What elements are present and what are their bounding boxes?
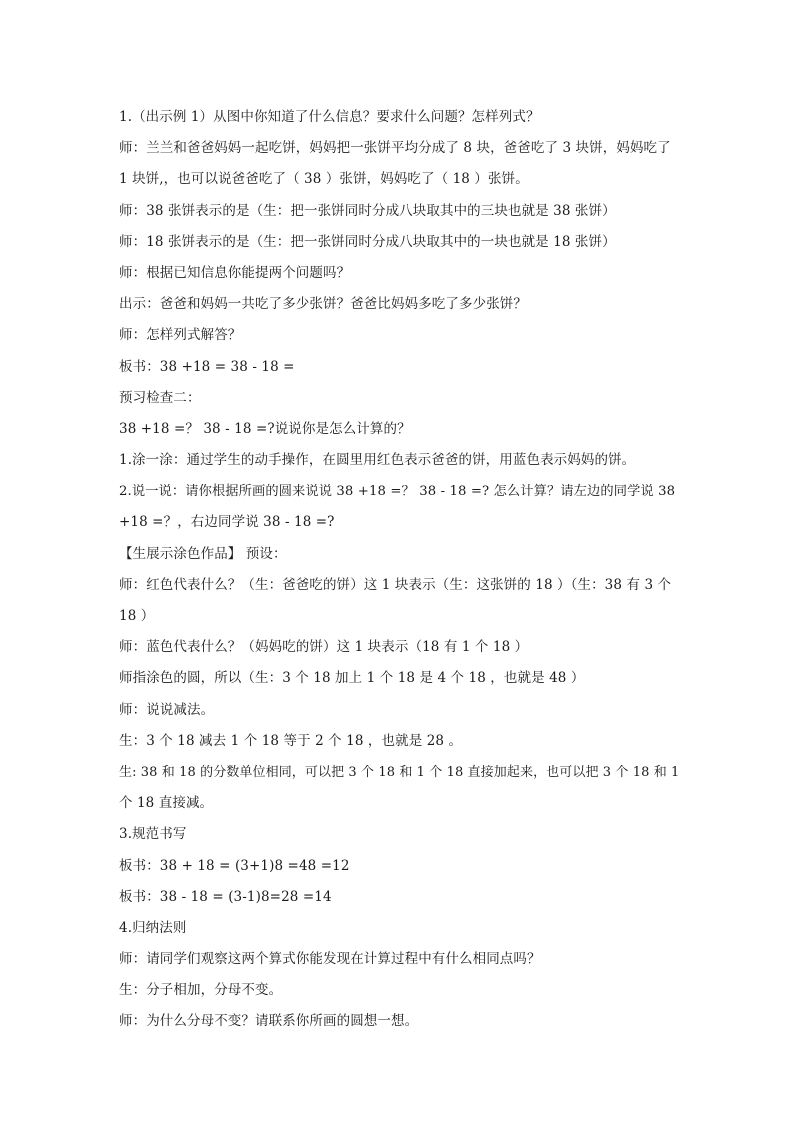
text-line-22: 生: 38 和 18 的分数单位相同，可以把 3 个 18 和 1 个 18 直接加起来，也可以把 3 个 18 和 1 xyxy=(119,764,680,780)
text-line-9: 板书：38 +18 = 38 - 18 = xyxy=(119,358,295,375)
text-line-20: 师：说说减法。 xyxy=(119,701,215,718)
text-line-7: 出示：爸爸和妈妈一共吃了多少张饼？爸爸比妈妈多吃了多少张饼？ xyxy=(119,296,527,313)
text-line-3: 1 块饼,，也可以说爸爸吃了（ 38 ）张饼，妈妈吃了（ 18 ）张饼。 xyxy=(119,171,529,188)
text-line-15: 【生展示涂色作品】 预设： xyxy=(119,545,287,562)
text-line-24: 3.规范书写 xyxy=(119,826,187,843)
text-line-26: 板书：38 - 18 = (3-1)8=28 =14 xyxy=(119,888,332,905)
text-line-5: 师：18 张饼表示的是（生：把一张饼同时分成八块取其中的一块也就是 18 张饼） xyxy=(119,233,616,250)
text-line-11: 38 +18 =？ 38 - 18 =?说说你是怎么计算的？ xyxy=(119,420,411,437)
text-line-30: 师：为什么分母不变？请联系你所画的圆想一想。 xyxy=(119,1013,419,1030)
text-line-6: 师：根据已知信息你能提两个问题吗？ xyxy=(119,264,351,281)
text-line-25: 板书：38 + 18 = (3+1)8 =48 =12 xyxy=(119,857,350,874)
text-line-2: 师：兰兰和爸爸妈妈一起吃饼，妈妈把一张饼平均分成了 8 块，爸爸吃了 3 块饼，妈妈吃了 xyxy=(119,140,671,157)
text-line-10: 预习检查二： xyxy=(119,389,201,406)
text-line-29: 生：分子相加，分母不变。 xyxy=(119,982,283,999)
text-line-8: 师：怎样列式解答？ xyxy=(119,327,242,344)
text-line-21: 生：3 个 18 减去 1 个 18 等于 2 个 18 ，也就是 28 。 xyxy=(119,732,463,749)
text-line-16: 师：红色代表什么？（生：爸爸吃的饼）这 1 块表示（生：这张饼的 18 ）（生：38 有 3 个 xyxy=(119,576,672,593)
text-line-19: 师指涂色的圆，所以（生：3 个 18 加上 1 个 18 是 4 个 18 ，也就是 48 ） xyxy=(119,670,585,687)
text-line-12: 1.涂一涂：通过学生的动手操作，在圆里用红色表示爸爸的饼，用蓝色表示妈妈的饼。 xyxy=(119,452,636,469)
text-line-18: 师：蓝色代表什么？（妈妈吃的饼）这 1 块表示（18 有 1 个 18 ） xyxy=(119,639,529,656)
text-line-14: +18 =？，右边同学说 38 - 18 =? xyxy=(119,514,335,531)
text-line-23: 个 18 直接减。 xyxy=(119,795,214,812)
text-line-27: 4.归纳法则 xyxy=(119,919,187,936)
document-body xyxy=(119,102,681,1038)
text-line-4: 师：38 张饼表示的是（生：把一张饼同时分成八块取其中的三块也就是 38 张饼） xyxy=(119,202,616,219)
text-line-13: 2.说一说：请你根据所画的圆来说说 38 +18 =？ 38 - 18 =? 怎么计算？请左边的同学说 38 xyxy=(119,484,676,500)
text-line-1: 1.（出示例 1）从图中你知道了什么信息？要求什么问题？怎样列式？ xyxy=(119,109,540,125)
text-line-17: 18 ） xyxy=(119,608,155,624)
text-line-28: 师：请同学们观察这两个算式你能发现在计算过程中有什么相同点吗？ xyxy=(119,951,541,968)
